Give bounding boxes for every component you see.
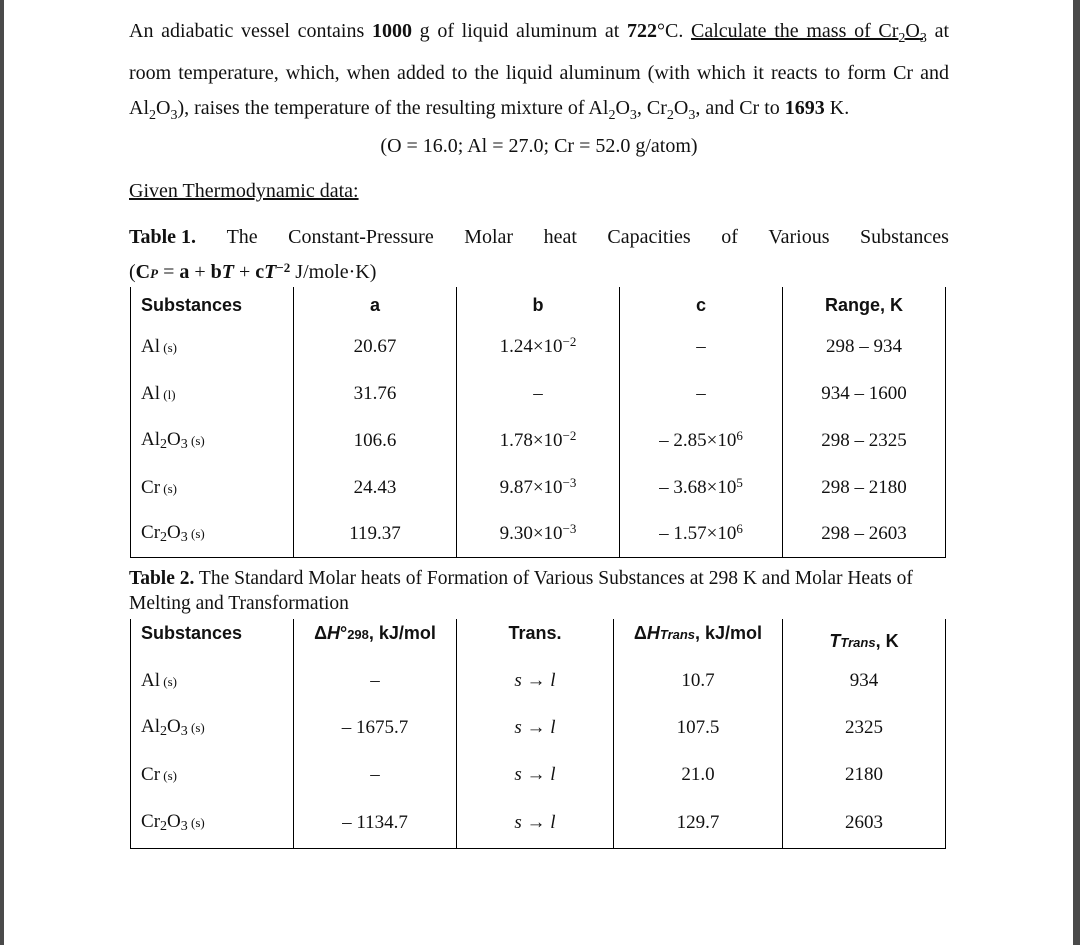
cell-range: 298 – 934 xyxy=(783,323,946,370)
cell-trans: s → l xyxy=(457,798,614,848)
cell-a: 24.43 xyxy=(294,464,457,511)
cell-a: 119.37 xyxy=(294,511,457,557)
cell-substance xyxy=(131,798,294,848)
cell-substance xyxy=(131,370,294,417)
phase-label: (s) xyxy=(160,673,177,689)
cell-a: 106.6 xyxy=(294,417,457,464)
table-row xyxy=(131,798,946,848)
cell-b: $9.30\times 10^{-3}$ xyxy=(457,511,620,557)
table1-formula: (CP = a + bT + $cT^{-2}$ J/mole·K) xyxy=(129,260,377,283)
header-b: b xyxy=(457,287,620,323)
atomic-weights: (O = 16.0; Al = 27.0; Cr = 52.0 g/atom) xyxy=(380,135,698,157)
cell-b: – xyxy=(457,370,620,417)
cell-ttrans: 2325 xyxy=(783,704,946,751)
cell-b: $1.24\times 10^{-2}$ xyxy=(457,323,620,370)
cell-dh298: – xyxy=(294,657,457,704)
table-row xyxy=(131,464,946,511)
cell-range: 298 – 2180 xyxy=(783,464,946,511)
header-substances: Substances xyxy=(131,287,294,323)
substance-formula: Al2O3 xyxy=(141,428,188,452)
phase-label: (s) xyxy=(187,814,205,830)
cell-a: 31.76 xyxy=(294,370,457,417)
cell-dhtrans: 129.7 xyxy=(614,798,783,848)
header-range: Range, K xyxy=(783,287,946,323)
cell-trans: s → l xyxy=(457,751,614,798)
header-dhtrans: ΔHTrans, kJ/mol xyxy=(614,619,783,657)
substance-formula: Cr2O3 xyxy=(141,810,188,834)
table-header-row xyxy=(131,287,946,323)
substance-formula: Cr2O3 xyxy=(141,521,188,545)
cell-range: 298 – 2603 xyxy=(783,511,946,557)
right-scrollbar-edge xyxy=(1073,0,1080,945)
cell-ttrans: 2603 xyxy=(783,798,946,848)
header-c: c xyxy=(620,287,783,323)
cell-dh298: – 1134.7 xyxy=(294,798,457,848)
substance-formula: Cr xyxy=(141,763,161,785)
heat-capacity-table xyxy=(130,287,946,558)
cell-c: – xyxy=(620,323,783,370)
task-underlined: Calculate the mass of $Cr_2O_3$ xyxy=(691,20,927,46)
cell-trans: s → l xyxy=(457,657,614,704)
table2-caption: Table 2. The Standard Molar heats of Formation of Various Substances at 298 K and Molar Heats of Melting and Transformation xyxy=(129,568,913,614)
table-row xyxy=(131,511,946,557)
cell-dh298: – xyxy=(294,751,457,798)
table-row xyxy=(131,417,946,464)
table-row xyxy=(131,657,946,704)
cell-range: 298 – 2325 xyxy=(783,417,946,464)
phase-label: (s) xyxy=(160,339,177,355)
cell-dhtrans: 10.7 xyxy=(614,657,783,704)
header-trans: Trans. xyxy=(457,619,614,657)
substance-formula: Al2O3 xyxy=(141,715,188,739)
cell-c: – $1.57\times 10^6$ xyxy=(620,511,783,557)
cell-trans: s → l xyxy=(457,704,614,751)
cell-dhtrans: 21.0 xyxy=(614,751,783,798)
phase-label: (l) xyxy=(160,386,176,402)
cell-c: – xyxy=(620,370,783,417)
substance-formula: Cr xyxy=(141,476,161,498)
table1-caption: Table 1. The Constant-Pressure Molar heat Capacities of Various Substances xyxy=(129,226,949,248)
substance-formula: Al xyxy=(141,669,161,691)
table-row xyxy=(131,323,946,370)
cell-dh298: – 1675.7 xyxy=(294,704,457,751)
cell-substance xyxy=(131,751,294,798)
header-ttrans: TTrans, K xyxy=(783,619,946,657)
cell-range: 934 – 1600 xyxy=(783,370,946,417)
document-page xyxy=(4,0,1073,945)
heats-of-formation-table xyxy=(130,619,946,849)
table-row xyxy=(131,751,946,798)
phase-label: (s) xyxy=(187,719,205,735)
table-header-row xyxy=(131,619,946,657)
phase-label: (s) xyxy=(160,480,177,496)
cell-substance xyxy=(131,464,294,511)
problem-statement: An adiabatic vessel contains 1000 g of liquid aluminum at 722°C. Calculate the mass of $Cr_2O_3$ at room temperature, which, when added to the liquid aluminum (with which it reacts to form Cr and $Al_2O_3$), raises the temperature of the resulting mixture of $Al_2O_3$, $Cr_2O_3$, and Cr to 1693 K. xyxy=(129,20,950,123)
cell-ttrans: 934 xyxy=(783,657,946,704)
header-substances: Substances xyxy=(131,619,294,657)
cell-c: – $3.68\times 10^5$ xyxy=(620,464,783,511)
phase-label: (s) xyxy=(187,525,205,541)
cell-substance xyxy=(131,417,294,464)
table-row xyxy=(131,370,946,417)
cell-dhtrans: 107.5 xyxy=(614,704,783,751)
cell-b: $1.78\times 10^{-2}$ xyxy=(457,417,620,464)
cell-substance xyxy=(131,511,294,557)
cell-substance xyxy=(131,657,294,704)
table-row xyxy=(131,704,946,751)
cell-a: 20.67 xyxy=(294,323,457,370)
header-a: a xyxy=(294,287,457,323)
given-data-label: Given Thermodynamic data: xyxy=(129,180,359,202)
phase-label: (s) xyxy=(160,767,177,783)
cell-substance xyxy=(131,323,294,370)
substance-formula: Al xyxy=(141,382,161,404)
cell-b: $9.87\times 10^{-3}$ xyxy=(457,464,620,511)
cell-substance xyxy=(131,704,294,751)
header-dh298: ΔH°298, kJ/mol xyxy=(294,619,457,657)
substance-formula: Al xyxy=(141,335,161,357)
cell-ttrans: 2180 xyxy=(783,751,946,798)
phase-label: (s) xyxy=(187,432,205,448)
cell-c: – $2.85\times 10^6$ xyxy=(620,417,783,464)
